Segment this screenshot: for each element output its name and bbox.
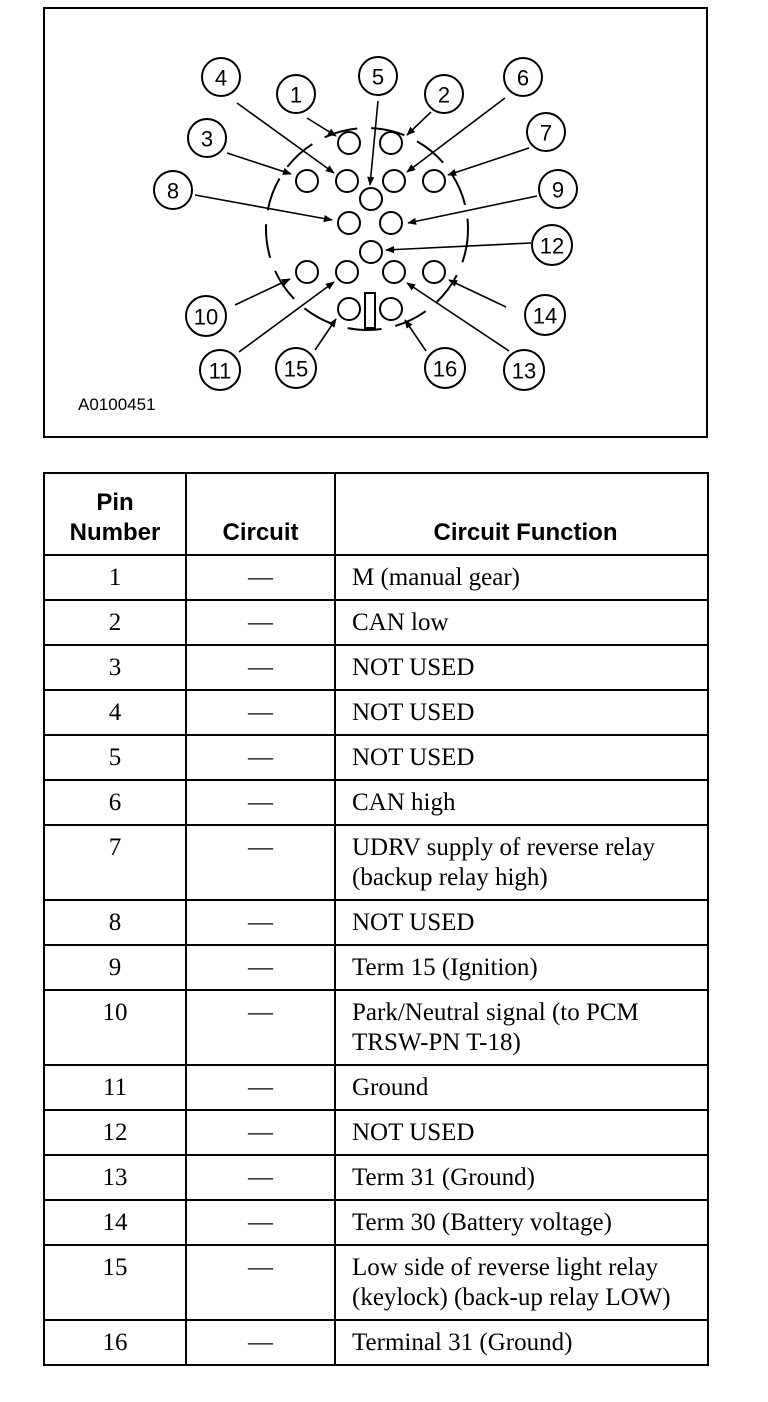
pin-number-cell: 5	[44, 735, 186, 780]
leader-4	[237, 103, 334, 173]
circuit-function-cell: NOT USED	[335, 1110, 708, 1155]
pin-number-cell: 16	[44, 1320, 186, 1365]
callout-labels	[167, 65, 564, 384]
circuit-cell: —	[186, 1110, 335, 1155]
circuit-function-cell: CAN high	[335, 780, 708, 825]
pin-socket-3	[296, 170, 318, 192]
leader-9	[408, 196, 537, 223]
header-pin-number	[44, 473, 186, 555]
circuit-cell: —	[186, 825, 335, 900]
table-row	[44, 1110, 708, 1155]
header-pin-line2: Number	[69, 519, 161, 546]
pin-socket-6	[383, 170, 405, 192]
connector-diagram	[43, 7, 708, 438]
pin-function-table	[43, 472, 709, 1366]
circuit-cell: —	[186, 1245, 335, 1320]
header-circuit-function: Circuit Function	[335, 473, 708, 555]
callout-label-6: 6	[516, 65, 530, 91]
leader-13	[407, 283, 509, 351]
table-body	[44, 555, 708, 1365]
leader-15	[315, 319, 336, 350]
pin-socket-1	[338, 132, 360, 154]
circuit-cell: —	[186, 900, 335, 945]
circuit-cell: —	[186, 1320, 335, 1365]
table-row	[44, 600, 708, 645]
table-row	[44, 1245, 708, 1320]
circuit-function-cell: NOT USED	[335, 690, 708, 735]
circuit-cell: —	[186, 780, 335, 825]
circuit-function-cell: Park/Neutral signal (to PCM TRSW-PN T-18)	[335, 990, 708, 1065]
circuit-cell: —	[186, 945, 335, 990]
pin-number-cell: 1	[44, 555, 186, 600]
pin-socket-11	[336, 261, 358, 283]
leader-3	[227, 153, 291, 174]
pin-number-cell: 8	[44, 900, 186, 945]
header-pin-line1: Pin	[96, 489, 134, 516]
pin-socket-4	[336, 170, 358, 192]
circuit-cell: —	[186, 990, 335, 1065]
table-row	[44, 900, 708, 945]
pin-socket-10	[296, 261, 318, 283]
pin-number-cell: 3	[44, 645, 186, 690]
leader-12	[386, 243, 531, 250]
pin-number-cell: 10	[44, 990, 186, 1065]
pin-number-cell: 7	[44, 825, 186, 900]
table-row	[44, 690, 708, 735]
pin-socket-13	[383, 261, 405, 283]
callout-label-14: 14	[532, 303, 558, 329]
circuit-function-cell: Term 15 (Ignition)	[335, 945, 708, 990]
circuit-function-cell: CAN low	[335, 600, 708, 645]
leader-8	[195, 195, 332, 220]
circuit-function-cell: Term 31 (Ground)	[335, 1155, 708, 1200]
figure-id: A0100451	[78, 395, 156, 414]
callout-label-12: 12	[539, 233, 565, 259]
table-header-row	[44, 473, 708, 555]
pin-socket-5	[360, 188, 382, 210]
pin-socket-12	[360, 241, 382, 263]
connector-key	[365, 293, 375, 328]
leader-1	[307, 118, 336, 136]
callout-label-2: 2	[437, 82, 451, 108]
circuit-function-cell: NOT USED	[335, 645, 708, 690]
pin-number-cell: 9	[44, 945, 186, 990]
pin-socket-15	[338, 298, 360, 320]
circuit-cell: —	[186, 600, 335, 645]
table-row	[44, 1065, 708, 1110]
leader-11	[239, 282, 334, 352]
circuit-function-cell: M (manual gear)	[335, 555, 708, 600]
pin-number-cell: 4	[44, 690, 186, 735]
leader-10	[235, 279, 290, 305]
callout-label-9: 9	[551, 177, 565, 203]
pin-socket-8	[338, 212, 360, 234]
circuit-cell: —	[186, 555, 335, 600]
table-row	[44, 825, 708, 900]
table-row	[44, 945, 708, 990]
circuit-function-cell: UDRV supply of reverse relay (backup relay high)	[335, 825, 708, 900]
pin-number-cell: 13	[44, 1155, 186, 1200]
leader-16	[405, 320, 426, 351]
circuit-cell: —	[186, 690, 335, 735]
circuit-cell: —	[186, 735, 335, 780]
connector-face-svg	[45, 9, 710, 440]
callout-label-5: 5	[371, 64, 385, 90]
callout-label-3: 3	[200, 126, 214, 152]
table-row	[44, 735, 708, 780]
circuit-function-cell: Ground	[335, 1065, 708, 1110]
callout-label-10: 10	[193, 304, 219, 330]
pin-socket-9	[380, 212, 402, 234]
callout-label-1: 1	[289, 82, 303, 108]
callout-label-13: 13	[511, 358, 537, 384]
pin-socket-14	[423, 261, 445, 283]
circuit-function-cell: NOT USED	[335, 735, 708, 780]
pin-number-cell: 12	[44, 1110, 186, 1155]
circuit-function-cell: Term 30 (Battery voltage)	[335, 1200, 708, 1245]
leader-14	[449, 280, 506, 307]
table-row	[44, 555, 708, 600]
table-row	[44, 1320, 708, 1365]
pin-number-cell: 14	[44, 1200, 186, 1245]
leader-7	[448, 148, 529, 175]
table-row	[44, 1200, 708, 1245]
pin-number-cell: 6	[44, 780, 186, 825]
leader-5	[370, 101, 378, 185]
circuit-cell: —	[186, 645, 335, 690]
pin-socket-16	[380, 298, 402, 320]
table-row	[44, 990, 708, 1065]
circuit-cell: —	[186, 1065, 335, 1110]
callout-label-8: 8	[166, 178, 180, 204]
circuit-function-cell: NOT USED	[335, 900, 708, 945]
callout-label-7: 7	[539, 120, 553, 146]
table-row	[44, 1155, 708, 1200]
callout-label-15: 15	[283, 356, 309, 382]
table-row	[44, 645, 708, 690]
circuit-cell: —	[186, 1200, 335, 1245]
circuit-function-cell: Terminal 31 (Ground)	[335, 1320, 708, 1365]
pin-number-cell: 2	[44, 600, 186, 645]
pin-socket-7	[423, 170, 445, 192]
callout-label-16: 16	[432, 356, 458, 382]
circuit-function-cell: Low side of reverse light relay (keylock) (back-up relay LOW)	[335, 1245, 708, 1320]
pin-number-cell: 11	[44, 1065, 186, 1110]
leader-2	[407, 112, 431, 135]
callout-bubbles	[154, 57, 577, 390]
header-circuit: Circuit	[186, 473, 335, 555]
callout-label-4: 4	[214, 65, 228, 91]
pin-socket-2	[380, 132, 402, 154]
pin-number-cell: 15	[44, 1245, 186, 1320]
circuit-cell: —	[186, 1155, 335, 1200]
table-row	[44, 780, 708, 825]
callout-label-11: 11	[208, 358, 232, 384]
